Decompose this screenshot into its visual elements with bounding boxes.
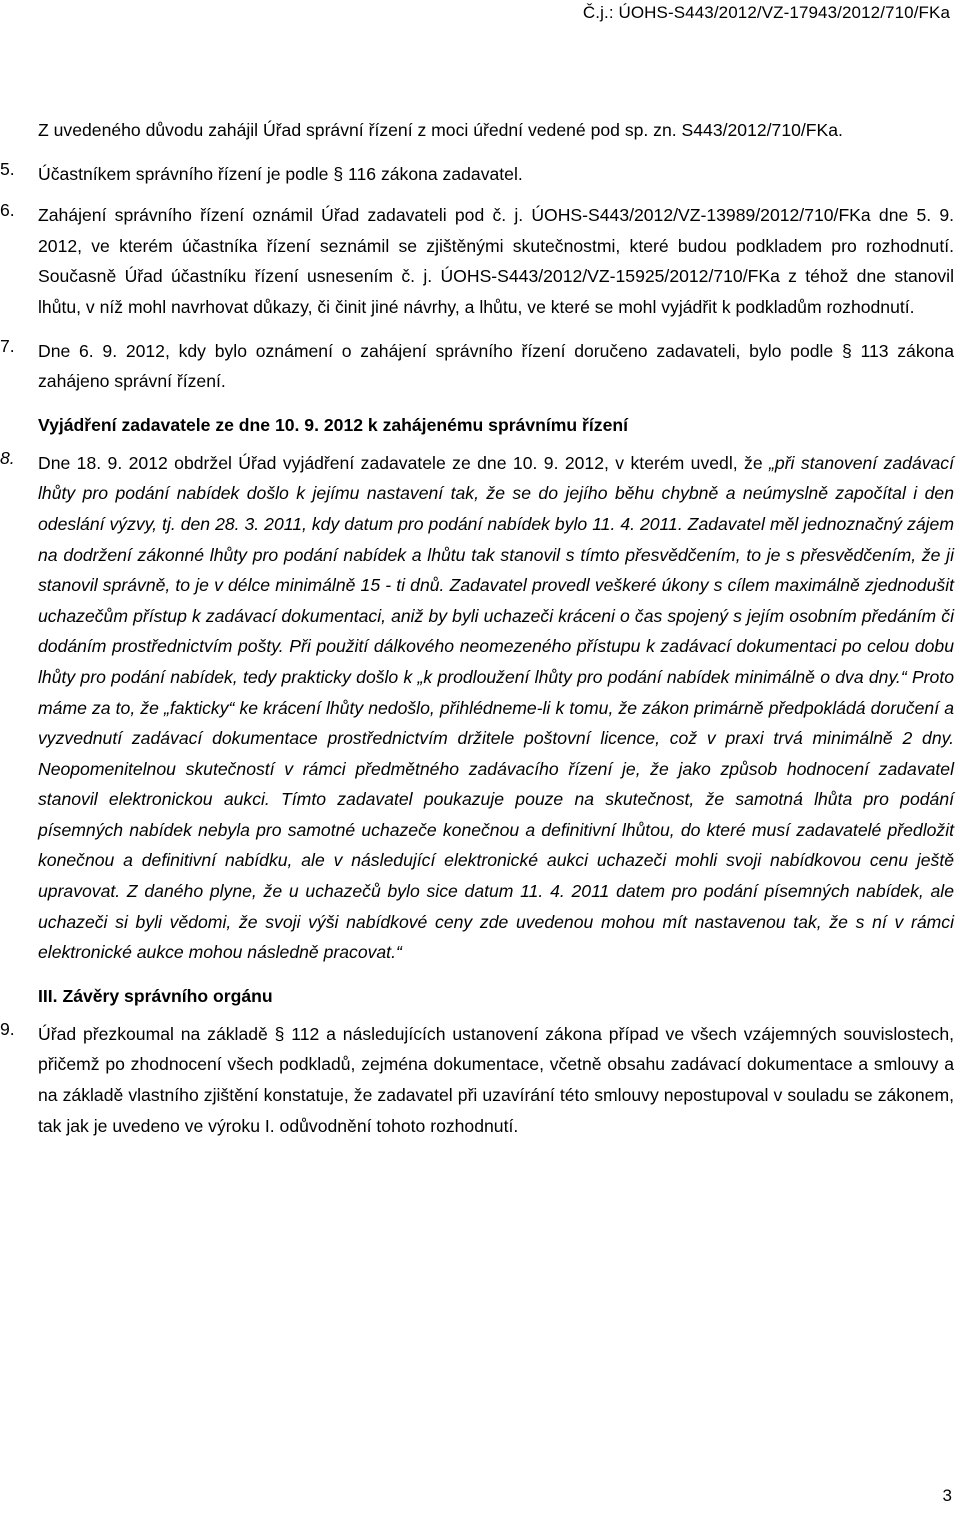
page-number: 3 — [942, 1486, 952, 1505]
paragraph-text: Úřad přezkoumal na základě § 112 a následujících ustanovení zákona případ ve všech vzájemných souvislostech, přičemž po zhodnocení všech podkladů, zejména dokumentace, včetně obsahu zadávací dokumentace a smlouvy a na základě vlastního zjištění konstatuje, že zadavatel při uzavírání této smlouvy nepostupoval v souladu se zákonem, tak jak je uvedeno ve výroku I. odůvodnění tohoto rozhodnutí. — [38, 1023, 954, 1136]
paragraph-text — [38, 448, 960, 968]
quoted-statement: „při stanovení zadávací lhůty pro podání nabídek došlo k jejímu nastavení tak, že se do jejího běhu chybně a neúmyslně započítal i den odeslání výzvy, tj. den 28. 3. 2011, kdy datum pro podání nabídek bylo 11. 4. 2011. Zadavatel měl jednoznačný zájem na dodržení zákonné lhůty pro podání nabídek a lhůtu tak stanovil s tímto přesvědčením, to je s přesvědčením, že ji stanovil správně, to je v délce minimálně 15 - ti dnů. Zadavatel provedl veškeré úkony s cílem maximálně zjednodušit uchazečům přístup k zadávací dokumentaci, aniž by byli uchazeči kráceni o čas spojený s jejím osobním předáním či dodáním prostřednictvím pošty. Při použití dálkového neomezeného přístupu k zadávací dokumentaci po celou dobu lhůty pro podání nabídek, tedy prakticky došlo k „k prodloužení lhůty pro podání nabídek minimálně o dva dny.“ Proto máme za to, že „fakticky“ ke krácení lhůty nedošlo, přihlédneme-li k tomu, že zákon primárně předpokládá doručení a vyzvednutí zadávací dokumentace prostřednictvím držitele poštovní licence, což v praxi trvá minimálně 2 dny. Neopomenitelnou skutečností v rámci předmětného zadávacího řízení je, že jako způsob hodnocení zadavatel stanovil elektronickou aukci. Tímto zadavatel poukazuje pouze na skutečnost, že samotná lhůta pro podání písemných nabídek nebyla pro samotné uchazeče konečnou a definitivní lhůtou, do které musí zadavatelé předložit konečnou a definitivní nabídku, ale v následující elektronické aukci uchazeči mohli svoji nabídkovou cenu ještě upravovat. Z daného plyne, že u uchazečů bylo sice datum 11. 4. 2011 datem pro podání písemných nabídek, ale uchazeči si byli vědomi, že svoji výši nabídkové ceny zde uvedenou mohou mít nastavenou tak, že s ní v rámci elektronické aukce mohou následně pracovat.“ — [38, 452, 954, 963]
paragraph-7 — [0, 336, 960, 397]
document-body — [0, 115, 960, 1141]
paragraph-number: 6. — [0, 200, 15, 221]
section-heading: III. Závěry správního orgánu — [38, 985, 273, 1006]
paragraph-number: 9. — [0, 1018, 15, 1039]
paragraph-text: Zahájení správního řízení oznámil Úřad zadavateli pod č. j. ÚOHS-S443/2012/VZ-13989/2012/710/FKa dne 5. 9. 2012, ve kterém účastníka řízení seznámil se zjištěnými skutečnostmi, které budou podkladem pro rozhodnutí. Současně Úřad účastníku řízení usnesením č. j. ÚOHS-S443/2012/VZ-15925/2012/710/FKa z téhož dne stanovil lhůtu, v níž mohl navrhovat důkazy, či činit jiné návrhy, a lhůtu, ve které se mohl vyjádřit k podkladům rozhodnutí. — [38, 205, 954, 317]
paragraph-5 — [0, 159, 960, 190]
paragraph-8 — [0, 448, 960, 968]
section-heading: Vyjádření zadavatele ze dne 10. 9. 2012 k zahájenému správnímu řízení — [38, 414, 628, 435]
paragraph-number: 8. — [0, 447, 15, 468]
reference-number: Č.j.: ÚOHS-S443/2012/VZ-17943/2012/710/FKa — [582, 3, 950, 22]
paragraph-number: 7. — [0, 335, 15, 356]
paragraph-9 — [0, 1019, 960, 1141]
paragraph-lead: Dne 18. 9. 2012 obdržel Úřad vyjádření zadavatele ze dne 10. 9. 2012, v kterém uvedl, že — [38, 452, 770, 473]
intro-paragraph: Z uvedeného důvodu zahájil Úřad správní řízení z moci úřední vedené pod sp. zn. S443/2012/710/FKa. — [38, 120, 843, 140]
paragraph-text: Účastníkem správního řízení je podle § 116 zákona zadavatel. — [38, 163, 523, 184]
paragraph-text: Dne 6. 9. 2012, kdy bylo oznámení o zahájení správního řízení doručeno zadavateli, bylo podle § 113 zákona zahájeno správní řízení. — [38, 340, 954, 392]
paragraph-number: 5. — [0, 158, 15, 179]
paragraph-6 — [0, 200, 960, 322]
